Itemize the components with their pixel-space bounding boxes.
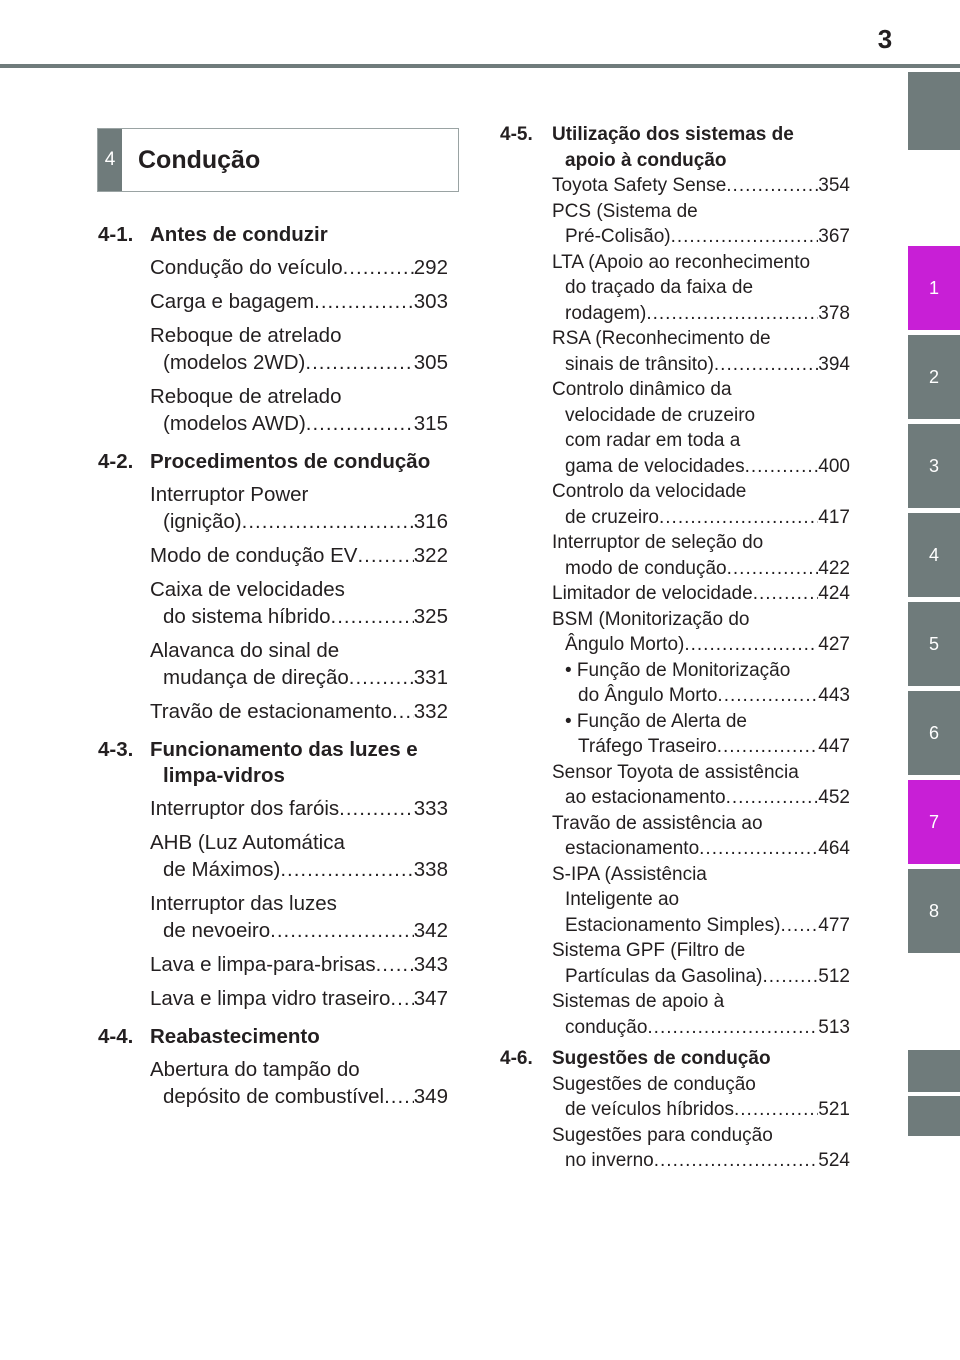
toc-entry[interactable] [552,709,850,760]
toc-entry-last-line [150,349,448,376]
leader-dots [384,1083,414,1110]
toc-entry-last-line [552,836,850,862]
toc-page-number: 464 [818,838,850,859]
toc-group-title-line: Funcionamento das luzes e [150,738,418,761]
leader-dots [392,698,414,725]
toc-group-number: 4-1. [98,223,134,246]
toc-entry-text: mudança de direção [163,666,349,689]
toc-entry-line: • Função de Monitorização [565,659,791,681]
toc-entry-last-line [552,785,850,811]
toc-entry-last-line [150,254,448,281]
leader-dots [647,1015,818,1041]
toc-entry-text: Carga e bagagem [150,290,315,313]
toc-page-number: 354 [818,175,850,196]
toc-page-number: 331 [413,666,448,689]
leader-dots [357,542,413,569]
toc-page-number: 349 [413,1085,448,1108]
toc-entry-line: Interruptor de seleção do [552,532,764,553]
leader-dots [717,734,819,760]
toc-entry-last-line [552,1015,850,1041]
chapter-tab-3[interactable]: 3 [908,424,960,508]
toc-column-left [98,218,448,1118]
toc-page-number: 443 [818,685,850,706]
toc-page-number: 338 [413,858,448,881]
toc-entry-last-line [150,1083,448,1110]
toc-entry-line: • Função de Alerta de [565,710,747,732]
toc-group-heading[interactable] [500,1046,850,1072]
toc-entry-last-line [552,734,850,760]
toc-group-heading[interactable] [98,445,448,479]
leader-dots [305,349,413,376]
toc-page-number: 424 [818,583,850,604]
toc-entry-line: RSA (Reconhecimento de [552,328,771,349]
toc-entry[interactable] [150,574,448,632]
leader-dots [726,173,818,199]
chapter-tab-2[interactable]: 2 [908,335,960,419]
toc-group-title-line: apoio à condução [565,149,727,171]
toc-entry-text: do Ângulo Morto [578,685,718,706]
chapter-tab-6[interactable]: 6 [908,691,960,775]
toc-page-number: 332 [413,700,448,723]
leader-dots [339,795,414,822]
toc-group [500,1046,850,1174]
toc-page-number: 524 [818,1150,850,1171]
leader-dots [314,288,414,315]
toc-entry-line: Sugestões para condução [552,1124,773,1146]
toc-entry[interactable] [552,581,850,607]
toc-entry[interactable] [150,252,448,283]
toc-entry-last-line [150,410,448,437]
toc-entry[interactable] [552,1072,850,1123]
toc-group [98,445,448,727]
leader-dots [734,1097,818,1123]
toc-page-number: 325 [413,605,448,628]
toc-page-number: 315 [413,412,448,435]
toc-entry-last-line [552,1097,850,1123]
toc-entry-text: Ângulo Morto) [565,634,685,655]
chapter-tab-7[interactable]: 7 [908,780,960,864]
chapter-tab-9[interactable] [908,1050,960,1092]
leader-dots [659,505,818,531]
toc-page-number: 447 [818,736,850,757]
toc-entry[interactable] [150,381,448,439]
toc-group-title-line: Procedimentos de condução [150,450,431,473]
toc-page-number: 427 [818,634,850,655]
toc-group-heading[interactable] [98,733,448,793]
toc-entry-last-line [552,352,850,378]
toc-entry-text: de cruzeiro [565,506,659,528]
toc-entry[interactable] [150,540,448,571]
toc-entry-last-line [150,288,448,315]
toc-entry-line: LTA (Apoio ao reconhecimento [552,251,811,273]
toc-entry[interactable] [150,696,448,727]
toc-entry-last-line [150,985,448,1012]
toc-page-number: 292 [413,256,448,279]
toc-group-number: 4-2. [98,450,134,473]
toc-entry-line: Alavanca do sinal de [150,639,340,662]
toc-entry-last-line [552,301,850,327]
toc-entry[interactable] [150,949,448,980]
toc-entry-line: velocidade de cruzeiro [565,404,756,426]
toc-entry-text: Pré-Colisão) [565,226,671,247]
toc-entry-line: Sugestões de condução [552,1073,756,1095]
toc-entry[interactable] [552,479,850,530]
leader-dots [654,1148,819,1174]
toc-page-number: 400 [818,455,850,477]
leader-dots [390,985,413,1012]
leader-dots [331,603,414,630]
toc-entry-line: BSM (Monitorização do [552,608,750,630]
toc-entry-line: Interruptor Power [150,483,309,506]
toc-entry-line: AHB (Luz Automática [150,831,345,854]
toc-entry-text: Lava e limpa vidro traseiro [150,987,391,1010]
toc-entry-text: sinais de trânsito) [565,353,714,375]
toc-entry[interactable] [552,250,850,327]
toc-entry-last-line [552,173,850,199]
toc-group-title [150,737,448,789]
leader-dots [717,683,818,709]
toc-page-number: 521 [818,1099,850,1120]
toc-entry-text: de nevoeiro [163,919,271,942]
toc-entry-text: Interruptor dos faróis [150,797,340,820]
toc-entry-line: Travão de assistência ao [552,812,763,834]
toc-entry-text: condução [565,1016,648,1038]
toc-column-right [500,122,850,1180]
toc-entry[interactable] [150,320,448,378]
chapter-tab-5[interactable]: 5 [908,602,960,686]
toc-entry-line: com radar em toda a [565,430,741,451]
toc-entry[interactable] [552,530,850,581]
toc-group-number: 4-4. [98,1025,134,1048]
toc-entry-last-line [552,581,850,607]
toc-entry-last-line [552,632,850,658]
toc-entry-last-line [150,508,448,535]
toc-entry-line: Interruptor das luzes [150,892,337,915]
toc-entry[interactable] [150,983,448,1014]
toc-page-number: 305 [413,351,448,374]
toc-page-number: 347 [413,987,448,1010]
toc-group-title-line: Antes de conduzir [150,223,328,246]
toc-entry-last-line [150,917,448,944]
toc-entry-line: do traçado da faixa de [565,277,754,298]
toc-page-number: 378 [818,302,850,324]
toc-entry-text: de veículos híbridos [565,1099,734,1120]
toc-entry-last-line [150,542,448,569]
toc-entry-text: de Máximos) [163,858,281,881]
toc-entry-line: Reboque de atrelado [150,324,342,347]
chapter-tab-10[interactable] [908,1096,960,1136]
toc-page-number: 343 [413,953,448,976]
section-number: 4 [98,129,122,191]
toc-group-title-line: Reabastecimento [150,1025,320,1048]
toc-entry-last-line [150,795,448,822]
toc-entry-line: Sensor Toyota de assistência [552,761,799,783]
toc-page-number: 367 [818,226,850,247]
toc-entry-text: Lava e limpa-para-brisas [150,953,376,976]
toc-page-number: 342 [413,919,448,942]
chapter-tab-8[interactable]: 8 [908,869,960,953]
leader-dots [671,224,819,250]
leader-dots [699,836,818,862]
toc-entry-line: Abertura do tampão do [150,1058,360,1081]
toc-entry-text: depósito de combustível [163,1085,385,1108]
toc-entry-text: Limitador de velocidade [552,583,753,604]
leader-dots [684,632,818,658]
toc-entry-last-line [150,698,448,725]
leader-dots [745,454,819,480]
toc-entry-text: (ignição) [163,510,242,533]
toc-group-title [552,122,850,173]
page-number: 3 [877,24,893,54]
toc-entry[interactable] [150,635,448,693]
leader-dots [270,917,414,944]
toc-entry[interactable] [552,326,850,377]
toc-page-number: 417 [818,506,850,528]
chapter-tab-0[interactable] [908,72,960,150]
toc-entry-last-line [150,603,448,630]
leader-dots [726,785,819,811]
toc-entry[interactable] [150,827,448,885]
toc-entry-last-line [552,913,850,939]
toc-entry-line: PCS (Sistema de [552,200,698,222]
toc-entry[interactable] [552,811,850,862]
leader-dots [343,254,414,281]
chapter-tab-1[interactable]: 1 [908,246,960,330]
toc-entry[interactable] [150,793,448,824]
toc-entry-text: rodagem) [565,302,647,324]
toc-entry-last-line [552,683,850,709]
toc-page-number: 316 [413,510,448,533]
toc-entry-last-line [552,224,850,250]
toc-entry-last-line [552,1148,850,1174]
chapter-tab-4[interactable]: 4 [908,513,960,597]
toc-entry[interactable] [552,862,850,939]
toc-page-number: 303 [413,290,448,313]
toc-entry[interactable] [552,760,850,811]
toc-entry-text: estacionamento [565,838,700,859]
toc-entry-line: Reboque de atrelado [150,385,342,408]
toc-entry-text: do sistema híbrido [163,605,331,628]
toc-group [98,218,448,439]
toc-group-heading[interactable] [98,1020,448,1054]
toc-page-number: 477 [818,914,850,936]
toc-entry-text: (modelos 2WD) [163,351,306,374]
toc-entry-line: Sistema GPF (Filtro de [552,940,746,961]
toc-entry[interactable] [552,607,850,658]
toc-group-title-line: Sugestões de condução [552,1048,771,1069]
toc-entry-text: Partículas da Gasolina) [565,965,763,987]
toc-entry-line: Controlo da velocidade [552,481,747,502]
toc-entry-text: Toyota Safety Sense [552,175,727,196]
toc-entry-line: Controlo dinâmico da [552,379,732,400]
toc-entry-last-line [150,951,448,978]
toc-page-number: 394 [818,353,850,375]
toc-group-number: 4-3. [98,738,134,761]
toc-entry[interactable] [150,479,448,537]
toc-group-title-line: limpa-vidros [163,764,285,787]
toc-entry-last-line [552,505,850,531]
leader-dots [753,581,819,607]
toc-group [98,1020,448,1112]
leader-dots [306,410,414,437]
toc-entry-text: Travão de estacionamento [150,700,392,723]
toc-group-number: 4-5. [500,124,533,145]
toc-entry[interactable] [552,938,850,989]
toc-entry[interactable] [552,1123,850,1174]
toc-group-title [552,1046,850,1072]
toc-entry-text: gama de velocidades [565,455,745,477]
leader-dots [714,352,818,378]
toc-entry-text: Tráfego Traseiro [578,736,717,757]
toc-entry-last-line [552,964,850,990]
leader-dots [376,951,414,978]
leader-dots [727,556,819,582]
leader-dots [349,664,414,691]
toc-page-number: 333 [413,797,448,820]
toc-entry[interactable] [150,286,448,317]
toc-entry-last-line [150,664,448,691]
toc-group [500,122,850,1040]
toc-entry[interactable] [552,199,850,250]
toc-entry-line: Caixa de velocidades [150,578,345,601]
toc-page-number: 422 [818,557,850,579]
toc-group-title [150,1024,448,1050]
toc-group-number: 4-6. [500,1048,533,1069]
toc-entry-last-line [552,556,850,582]
toc-entry[interactable] [552,173,850,199]
leader-dots [242,508,414,535]
leader-dots [280,856,413,883]
toc-page-number: 513 [818,1016,850,1038]
toc-entry-text: Modo de condução EV [150,544,358,567]
toc-group-title [150,449,448,475]
toc-group-title-line: Utilização dos sistemas de [552,124,794,145]
toc-group [98,733,448,1014]
leader-dots [763,964,819,990]
toc-page-number: 452 [818,787,850,808]
top-rule [0,64,960,68]
leader-dots [646,301,818,327]
toc-entry[interactable] [552,658,850,709]
toc-page-number: 512 [818,965,850,987]
toc-entry-text: modo de condução [565,557,727,579]
toc-entry[interactable] [150,888,448,946]
leader-dots [780,913,818,939]
toc-entry[interactable] [552,377,850,479]
toc-entry[interactable] [150,1054,448,1112]
toc-entry-text: Estacionamento Simples) [565,914,781,936]
toc-entry-last-line [552,454,850,480]
toc-entry-line: S-IPA (Assistência [552,863,707,885]
toc-page-number: 322 [413,544,448,567]
toc-entry[interactable] [552,989,850,1040]
toc-entry-text: (modelos AWD) [163,412,306,435]
toc-group-heading[interactable] [500,122,850,173]
toc-entry-text: Condução do veículo [150,256,343,279]
toc-group-heading[interactable] [98,218,448,252]
toc-group-title [150,222,448,248]
toc-entry-text: ao estacionamento [565,787,726,808]
toc-entry-line: Sistemas de apoio à [552,991,725,1012]
toc-entry-text: no inverno [565,1150,654,1171]
section-header [97,128,459,192]
toc-entry-line: Inteligente ao [565,889,680,910]
section-title: Condução [138,145,261,174]
toc-entry-last-line [150,856,448,883]
